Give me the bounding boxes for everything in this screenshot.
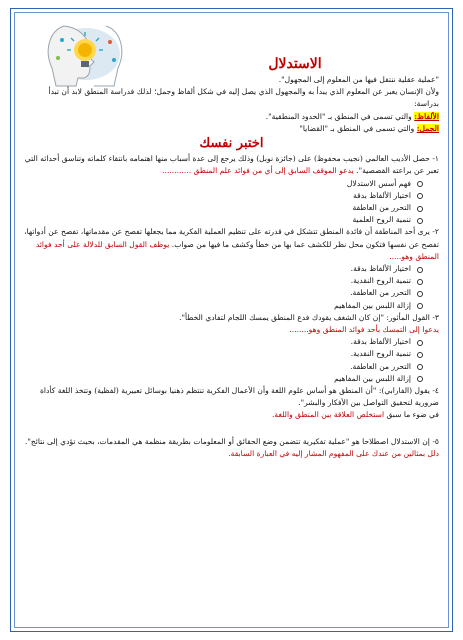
question-number: ٢- (432, 227, 439, 237)
option-item[interactable]: التحرر من العاطفة. (24, 287, 411, 299)
question-instruction: يدعوا إلى التمسك بأحد فوائد المنطق وهو........ (289, 325, 439, 335)
option-item[interactable]: اختيار الألفاظ بدقة (24, 190, 411, 202)
question-text: إن الاستدلال اصطلاحا هو "عملية تفكيرية تتضمن وضع الحقائق أو المعلومات بطريقة منظمة هي المقدمات، بحيث تؤدي إلى نتائج". (24, 436, 433, 446)
section-title: اختبر نفسك (199, 136, 264, 152)
term-label: الجمل: (416, 123, 439, 133)
definition-text: "عملية عقلية ننتقل فيها من المعلوم إلى المجهول". (278, 75, 439, 84)
option-item[interactable]: التحرر من العاطفة (24, 202, 411, 214)
question-text: القول المأثور: "إن كان الشغف يقودك فدع المنطق يمسك اللجام لتفادي الخطأ". (179, 312, 433, 322)
question-text: يقول (الفارابي): "أن المنطق هو أساس علوم اللغة وأن الأعمال الفكرية تنتظم ذهنيا بوسائل تعبيرية (لفظية) وتتخذ اللغة كأداة ضرورية لتحقيق التواصل بين الأفكار والبشر". (39, 386, 439, 408)
question-number: ٤- (432, 386, 439, 396)
option-item[interactable]: فهم أسس الاستدلال (24, 178, 411, 190)
option-item[interactable]: تنمية الروح النقدية. (24, 275, 411, 287)
question-5 (24, 436, 439, 460)
term-label: الألفاظ: (414, 111, 439, 121)
question-instruction: يوظف القول السابق للدلالة على أحد فوائد المنطق وهو..... (35, 239, 439, 261)
question-instruction: يدعو الموقف السابق إلى أي من فوائد علم المنطق ............ (162, 166, 357, 176)
question-4 (24, 385, 439, 422)
question-text: يرى أحد المناطقة أن فائدة المنطق تتشكل في قدرته على تنظيم العملية الفكرية مما يجعلها تفصح عن مقدماتها، تفصح عن أدواتها، تفصح عن نفسها فتكون محل نظر للكشف عما بها من خطأ وكشف ما فيها من صواب. (24, 227, 439, 249)
option-item[interactable]: تنمية الروح العلمية (24, 214, 411, 226)
question-number: ٣- (432, 312, 439, 322)
term-sentences (24, 123, 439, 135)
question-1 (24, 153, 439, 226)
question-3 (24, 312, 439, 385)
term-words (24, 111, 439, 123)
term-text: والتي تسمى في المنطق بـ "الحدود المنطقية". (265, 111, 415, 121)
option-item[interactable]: إزالة اللبس بين المفاهيم (24, 373, 411, 385)
document-body (24, 52, 439, 460)
intro-text: ولأن الإنسان يعبر عن المعلوم الذي يبدأ به والمجهول الذي يصل إليه في شكل ألفاظ وجمل؛ لذلك فدراسة المنطق لابد أن تبدأ بدراسة: (48, 87, 439, 109)
option-item[interactable]: اختيار الألفاظ بدقة. (24, 263, 411, 275)
page-title: الاستدلال (268, 56, 322, 72)
instruction-prefix: في ضوء ما سبق (384, 410, 439, 420)
option-item[interactable]: إزالة اللبس بين المفاهيم (24, 300, 411, 312)
option-item[interactable]: اختيار الألفاظ بدقة. (24, 336, 411, 348)
question-text: حصل الأديب العالمي (نجيب محفوظ) على (جائزة نوبل) وذلك يرجع إلى عدة أسباب منها اهتمامه بانتقاء كلماته وتناسق أحداثه التي تعبر عن براعته القصصية". (24, 154, 439, 176)
option-item[interactable]: التحرر من العاطفة. (24, 361, 411, 373)
question-instruction: دلل بمثالين من عندك على المفهوم المشار إليه في العبارة السابقة. (228, 448, 439, 458)
question-number: ١- (432, 154, 439, 164)
term-text: والتي تسمى في المنطق بـ "القضايا" (299, 123, 417, 133)
question-2 (24, 226, 439, 311)
question-instruction: استخلص العلاقة بين المنطق واللغة. (271, 410, 385, 420)
option-item[interactable]: تنمية الروح النقدية. (24, 348, 411, 360)
question-number: ٥- (432, 436, 439, 446)
